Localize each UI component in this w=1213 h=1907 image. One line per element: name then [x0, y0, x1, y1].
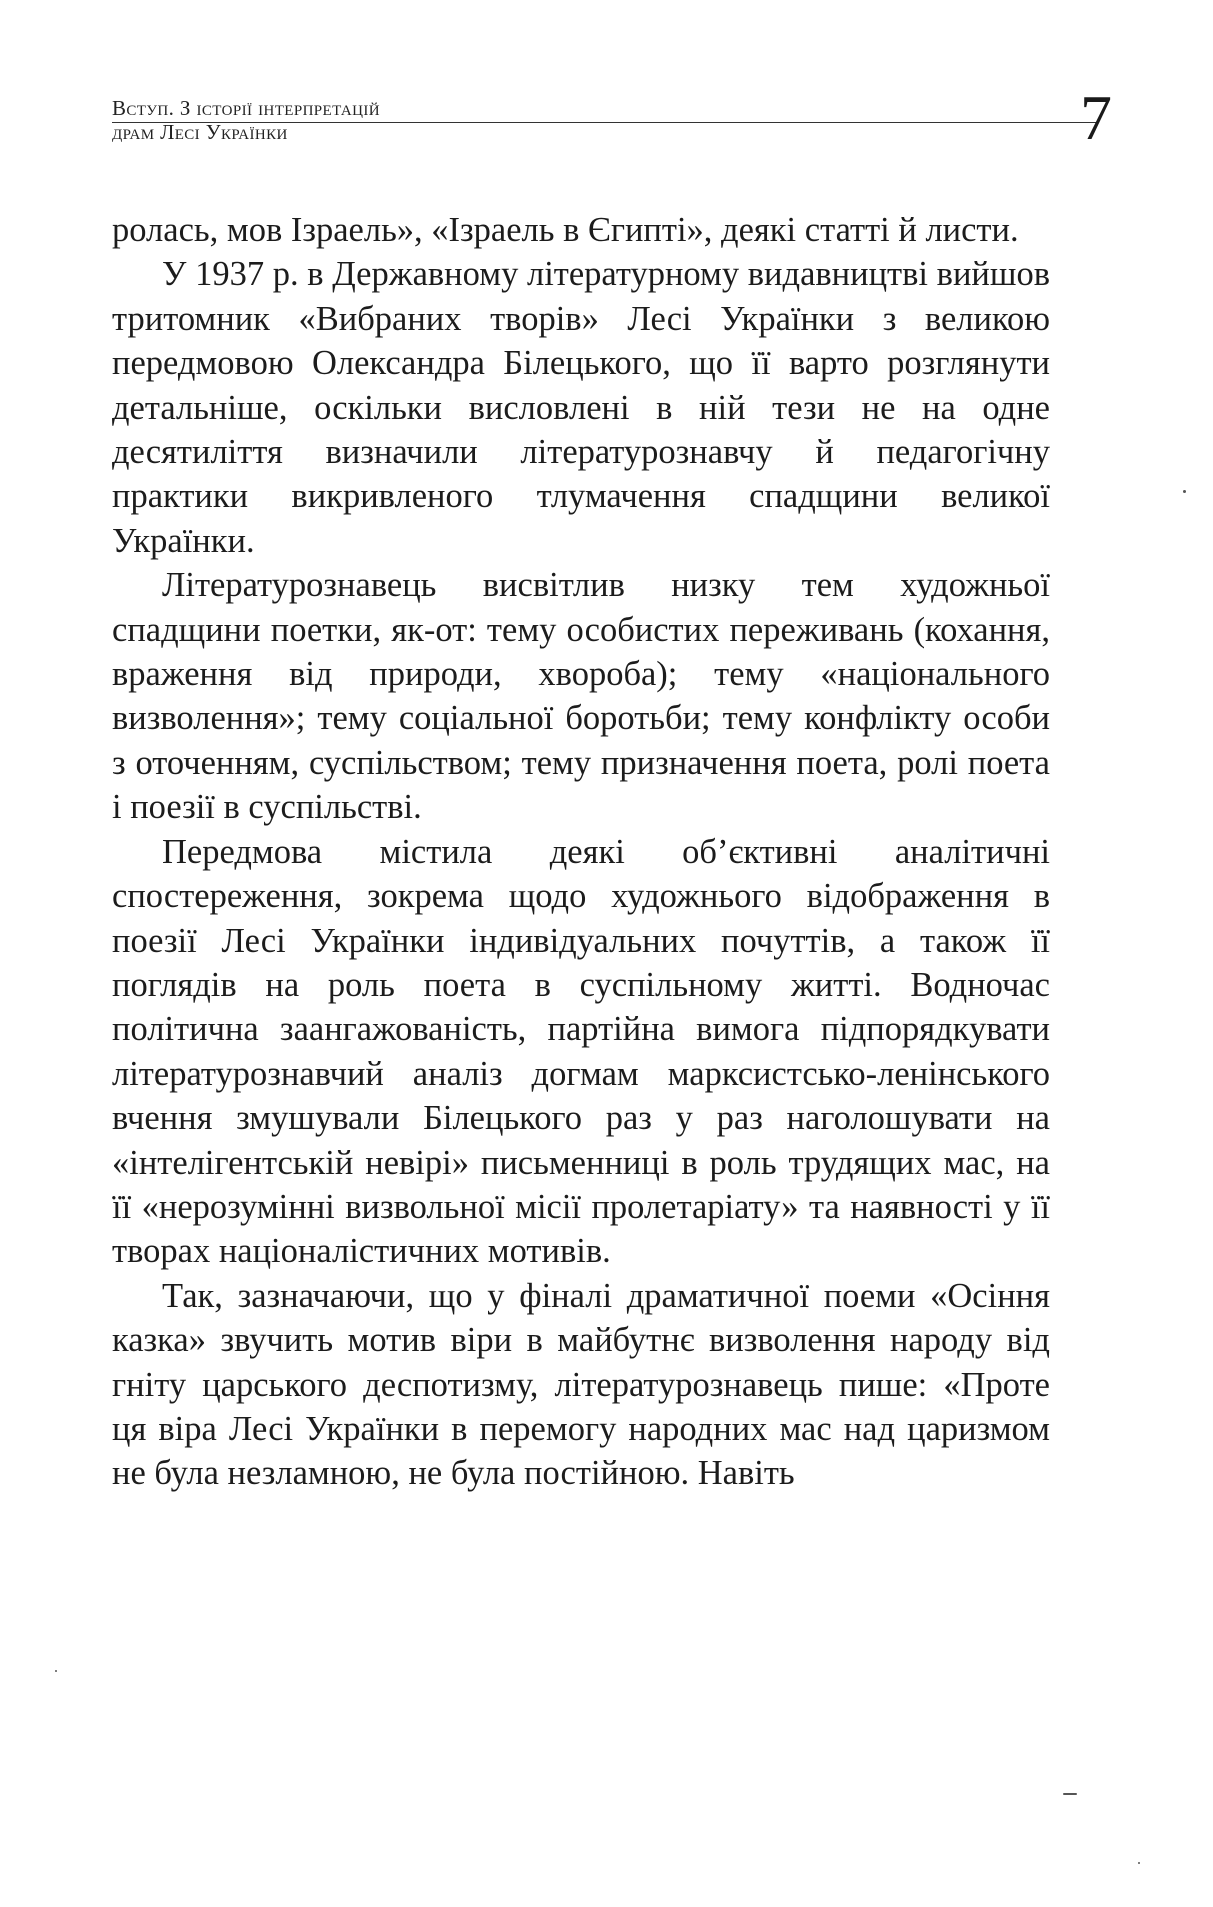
scan-speck [1138, 1862, 1140, 1864]
running-title [112, 96, 380, 144]
paragraph: Передмова містила деякі об’єктивні аналітичні спостереження, зокрема щодо художнього відображення в поезії Лесі Українки індивідуальних почуттів, а також її поглядів на роль поета в суспільному житті. Водночас політична заангажованість, партійна вимога підпорядкувати літературознавчий аналіз догмам марксистсько-ленінського вчення змушували Білецького раз у раз наголошувати на «інтелігентській невірі» письменниці в роль трудящих мас, на її «нерозумінні визвольної місії пролетаріату» та наявності у її творах націоналістичних мотивів. [112, 832, 1050, 1271]
running-header [112, 82, 1112, 160]
running-title-line-1: Вступ. З історії інтерпретацій [112, 96, 381, 120]
paragraph: У 1937 р. в Державному літературному видавництві вийшов тритомник «Вибраних творів» Лесі Українки з великою передмовою Олександра Білецького, що її варто розглянути детальніше, оскільки висловлені в ній тези не на одне десятиліття визначили літературознавчу й педагогічну практики викривленого тлумачення спадщини великої Українки. [112, 255, 1050, 560]
page-number: 7 [1080, 82, 1112, 153]
paragraph: Літературознавець висвітлив низку тем художньої спадщини поетки, як-от: тему особистих переживань (кохання, враження від природи, хвороба); тему «національного визволення»; тему соціальної боротьби; тему конфлікту особи з оточенням, суспільством; тему призначення поета, ролі поета і поезії в суспільстві. [112, 566, 1050, 827]
scan-speck [55, 1670, 57, 1672]
paragraph-continuation: ролась, мов Ізраель», «Ізраель в Єгипті», деякі статті й листи. [112, 211, 1019, 249]
running-title-line-2: драм Лесі Українки [112, 120, 288, 144]
body-text [112, 208, 1050, 1496]
paragraph: Так, зазначаючи, що у фіналі драматичної поеми «Осіння казка» звучить мотив віри в майбутнє визволення народу від гніту царського деспотизму, літературознавець пише: «Проте ця віра Лесі Українки в перемогу народних мас над царизмом не була незламною, не була постійною. Навіть [112, 1276, 1050, 1493]
scan-speck [1183, 490, 1186, 493]
header-rule [112, 122, 1097, 123]
scan-speck [1063, 1793, 1077, 1795]
